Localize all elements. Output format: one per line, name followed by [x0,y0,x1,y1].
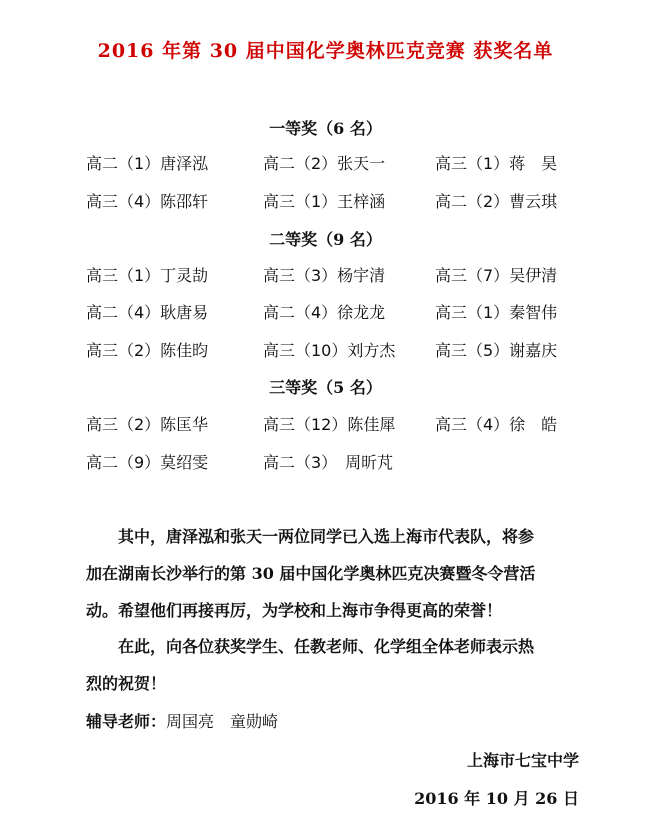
tutors-names: 周国亮 童勋崎 [166,712,279,731]
winner-name: 高二（4）徐龙龙 [263,303,386,322]
winner-name: 高二（4）耿唐易 [86,303,209,322]
signature-school: 上海市七宝中学 [466,751,579,770]
paragraph-line: 其中，唐泽泓和张天一两位同学已入选上海市代表队，将参 [86,527,535,546]
winner-name: 高三（1）王梓涵 [263,192,386,211]
winner-name: 高三（2）陈匡华 [86,415,209,434]
winner-name: 高二（3） 周昕芃 [263,453,394,472]
winner-name: 高二（2）张天一 [263,154,386,173]
winner-name: 高三（5）谢嘉庆 [435,341,558,360]
winner-name: 高三（1）蒋 昊 [435,154,558,173]
award-row [0,151,651,175]
paragraph-line: 在此，向各位获奖学生、任教老师、化学组全体老师表示热 [86,637,535,656]
award-row [0,263,651,287]
winner-name: 高三（7）吴伊清 [435,266,558,285]
award-row [0,412,651,436]
winner-name: 高三（2）陈佳昀 [86,341,209,360]
award-heading-third: 三等奖（5 名） [269,378,382,397]
tutors-label: 辅导老师： [86,712,167,731]
paragraph-line: 动。希望他们再接再厉，为学校和上海市争得更高的荣誉！ [86,601,503,620]
award-heading-first: 一等奖（6 名） [269,119,382,138]
award-row [0,338,651,362]
winner-name: 高三（12）陈佳犀 [263,415,396,434]
paragraph-line: 烈的祝贺！ [86,674,167,693]
winner-name: 高三（1）秦智伟 [435,303,558,322]
winner-name: 高二（1）唐泽泓 [86,154,209,173]
award-row [0,189,651,213]
body-paragraph-1 [86,518,586,629]
page-title: 2016 年第 30 届中国化学奥林匹克竞赛 获奖名单 [97,40,554,62]
tutors-line [86,709,278,732]
winner-name: 高三（4）陈邵轩 [86,192,209,211]
body-paragraph-2 [86,628,586,702]
winner-name: 高三（10）刘方杰 [263,341,396,360]
paragraph-line: 加在湖南长沙举行的第 30 届中国化学奥林匹克决赛暨冬令营活 [86,564,536,583]
winner-name: 高三（3）杨宇清 [263,266,386,285]
winner-name: 高二（2）曹云琪 [435,192,558,211]
award-row [0,450,651,474]
signature-date: 2016 年 10 月 26 日 [414,789,579,808]
winner-name: 高三（1）丁灵劼 [86,266,209,285]
winner-name: 高三（4）徐 皓 [435,415,558,434]
winner-name: 高二（9）莫绍雯 [86,453,209,472]
award-row [0,300,651,324]
award-heading-second: 二等奖（9 名） [269,230,382,249]
